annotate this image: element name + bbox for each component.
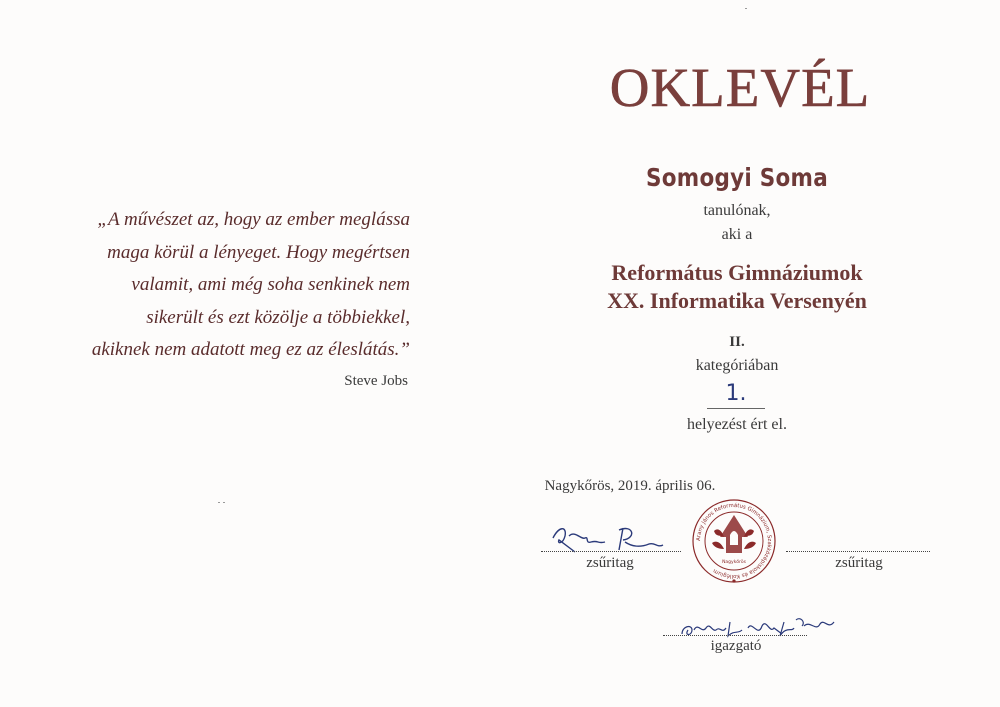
seal-city: Nagykőrös	[722, 560, 746, 565]
signature-line-jury-1	[541, 551, 681, 552]
school-seal	[688, 497, 780, 585]
competition-edition: XX. Informatika Versenyén	[607, 288, 867, 313]
connector-text: aki a	[721, 226, 753, 243]
quote-author: Steve Jobs	[344, 373, 408, 389]
paper-speck	[223, 502, 225, 503]
paper-speck	[218, 502, 220, 503]
jury-role-1: zsűritag	[586, 555, 634, 571]
recipient-suffix: tanulónak,	[703, 202, 771, 219]
place-label: helyezést ért el.	[687, 416, 787, 433]
paper-speck	[745, 8, 747, 9]
director-signature	[678, 608, 843, 642]
signature-line-jury-2	[786, 551, 930, 552]
seal-ring-text: Arany János Református Gimnázium, Szakközépiskola és Kollégium	[695, 502, 773, 580]
quote-line: „A művészet az, hogy az ember meglássa	[97, 209, 410, 230]
quote-line: valamit, ami még soha senkinek nem	[131, 274, 410, 295]
category-value: II.	[729, 334, 745, 350]
place-handwritten: 1.	[707, 382, 765, 409]
quote-line: akiknek nem adatott meg ez az éleslátás.”	[91, 339, 410, 360]
quote-line: maga körül a lényeget. Hogy megértsen	[107, 241, 410, 263]
signature-line-director	[663, 635, 807, 636]
competition-name: Református Gimnáziumok	[611, 260, 863, 285]
diploma-title: OKLEVÉL	[609, 57, 871, 118]
jury-role-2: zsűritag	[835, 555, 883, 571]
recipient-name: Somogyi Soma	[646, 163, 828, 192]
issue-date: Nagykőrös, 2019. április 06.	[544, 478, 716, 494]
director-role: igazgató	[710, 638, 762, 654]
quote-line: sikerült és ezt közölje a többiekkel,	[146, 306, 410, 328]
category-label: kategóriában	[695, 357, 779, 374]
quote-block	[60, 204, 410, 367]
